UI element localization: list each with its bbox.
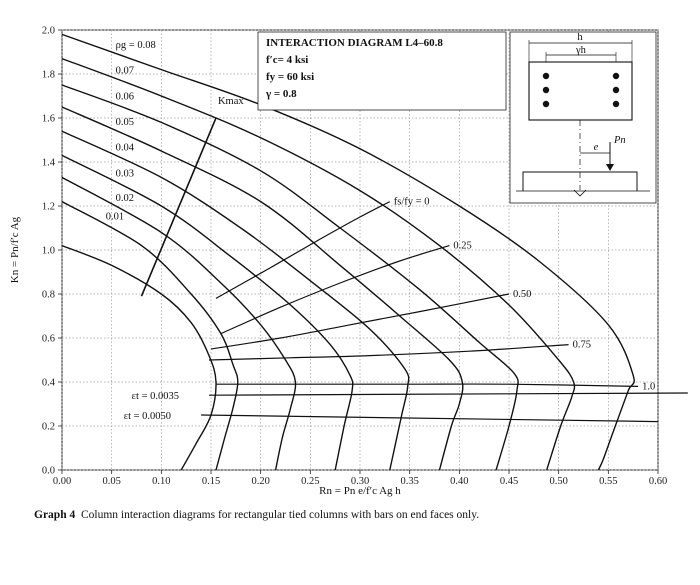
y-tick-label: 2.0 [41, 25, 55, 37]
x-tick-label: 0.15 [201, 476, 221, 487]
y-tick-label: 1.4 [41, 157, 55, 169]
title-box [258, 32, 506, 110]
y-tick-label: 1.2 [41, 201, 55, 213]
x-tick-label: 0.55 [599, 476, 618, 487]
label-g-0-08: ρg = 0.08 [115, 40, 156, 51]
x-tick-label: 0.00 [52, 476, 72, 487]
x-tick-label: 0.30 [350, 476, 370, 487]
label-g-0-06: 0.06 [115, 91, 135, 103]
label-g-0-05: 0.05 [115, 117, 135, 128]
label-g-0-03: 0.03 [115, 168, 135, 180]
param-fc: f′c= 4 ksi [266, 54, 309, 66]
x-tick-label: 0.60 [648, 476, 668, 487]
param-gamma: γ = 0.8 [266, 88, 297, 100]
chart-title: INTERACTION DIAGRAM L4–60.8 [266, 37, 443, 49]
x-axis-label: Rn = Pn e/f′c Ag h [319, 485, 401, 497]
x-tick-label: 0.10 [152, 476, 171, 487]
label-fs-fy-0: fs/fy = 0 [393, 196, 430, 208]
label-fs-fy-0-50: 0.50 [513, 289, 532, 300]
caption-label: Graph 4 [34, 509, 76, 521]
y-tick-label: 0.6 [41, 333, 55, 345]
y-tick-label: 1.0 [41, 245, 55, 257]
section-inset [510, 32, 656, 203]
x-tick-label: 0.35 [400, 476, 419, 487]
x-tick-label: 0.25 [301, 476, 320, 487]
h-label: h [577, 32, 583, 43]
rebar [543, 73, 549, 79]
kmax-label: Κmax [217, 96, 244, 107]
label-fs-fy-0-25: 0.25 [453, 240, 472, 252]
rebar [613, 87, 619, 93]
e-label: e [593, 142, 599, 153]
rebar [613, 101, 619, 107]
pn-label: Pn [614, 135, 626, 146]
x-tick-label: 0.05 [102, 476, 121, 487]
rebar [613, 73, 619, 79]
label-fs-fy-1-0: 1.0 [642, 381, 656, 393]
y-tick-label: 0.4 [41, 377, 55, 389]
caption-text: Column interaction diagrams for rectangular tied columns with bars on end faces only. [80, 509, 480, 521]
label-g-0-04: 0.04 [115, 142, 135, 154]
rebar [543, 87, 549, 93]
label-g-0-01: 0.01 [105, 211, 125, 223]
y-tick-label: 0.0 [41, 465, 55, 477]
rebar [543, 101, 549, 107]
x-tick-label: 0.20 [251, 476, 270, 487]
x-tick-label: 0.45 [499, 476, 519, 487]
y-tick-label: 0.2 [41, 421, 55, 433]
y-tick-label: 0.8 [41, 289, 55, 301]
label-t-0-0035: εt = 0.0035 [131, 391, 180, 403]
x-tick-label: 0.40 [450, 476, 469, 487]
figure-caption [34, 509, 684, 521]
y-tick-label: 1.8 [41, 69, 55, 81]
label-g-0-02: 0.02 [115, 192, 135, 204]
y-axis-label: Kn = Pn/f′c Ag [9, 216, 21, 284]
x-tick-label: 0.50 [549, 476, 568, 487]
gamma-h-label: γh [576, 45, 586, 56]
label-g-0-07: 0.07 [115, 65, 135, 77]
y-tick-label: 1.6 [41, 113, 55, 125]
label-fs-fy-0-75: 0.75 [572, 339, 591, 351]
label-t-0-0050: εt = 0.0050 [123, 411, 172, 422]
param-fy: fy = 60 ksi [266, 71, 315, 83]
